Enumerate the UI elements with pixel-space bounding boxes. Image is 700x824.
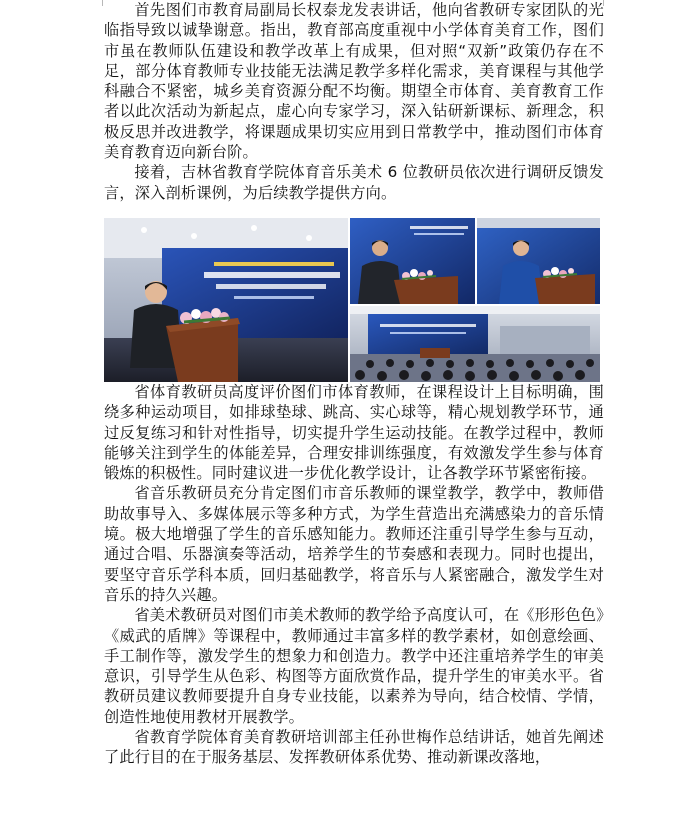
text-block-top [104, 0, 604, 203]
text-block-bottom [104, 382, 604, 768]
paragraph-art-feedback: 省美术教研员对图们市美术教师的教学给予高度认可，在《形形色色》《威武的盾牌》等课程中，教师通过丰富多样的教学素材，如创意绘画、手工制作等，激发学生的想象力和创造力。教学中还注重培养学生的审美意识，引导学生从色彩、构图等方面欣赏作品，提升学生的审美水平。省教研员建议教师要提升自身专业技能，以素养为导向，结合校情、学情，创造性地使用教材开展教学。 [104, 606, 604, 726]
photo-collage [104, 218, 600, 382]
paragraph-music-feedback: 省音乐教研员充分肯定图们市音乐教师的课堂教学，教学中，教师借助故事导入、多媒体展示等多种方式，为学生营造出充满感染力的音乐情境。极大地增强了学生的音乐感知能力。教师还注重引导学生参与互动，通过合唱、乐器演奏等活动，培养学生的节奏感和表现力。同时也提出，要坚守音乐学科本质，回归基础教学，将音乐与人紧密融合，激发学生对音乐的持久兴趣。 [104, 484, 604, 604]
paragraph-summary-speech: 省教育学院体育美育教研培训部主任孙世梅作总结讲话，她首先阐述了此行目的在于服务基层、发挥教研体系优势、推动新课改落地， [104, 728, 604, 767]
speaker-dark-jacket-photo [350, 218, 475, 304]
audience-hall-photo [350, 306, 600, 382]
margin-mark-left [102, 0, 103, 6]
paragraph-pe-feedback: 省体育教研员高度评价图们市体育教师，在课程设计上目标明确，围绕多种运动项目，如排球垫球、跳高、实心球等，精心规划教学环节，通过反复练习和针对性指导，切实提升学生运动技能。在教学过程中，教师能够关注到学生的体能差异，合理安排训练强度，有效激发学生参与体育锻炼的积极性。同时建议进一步优化教学设计，让各教学环节紧密衔接。 [104, 383, 604, 483]
speaker-blue-jacket-photo [477, 218, 600, 304]
paragraph-opening-speech: 首先图们市教育局副局长权泰龙发表讲话，他向省教研专家团队的光临指导致以诚挚谢意。指出，教育部高度重视中小学体育美育工作，图们市虽在教师队伍建设和教学改革上有成果，但对照“双新”政策仍存在不足，部分体育教师专业技能无法满足教学多样化需求，美育课程与其他学科融合不紧密，城乡美育资源分配不均衡。期望全市体育、美育教育工作者以此次活动为新起点，虚心向专家学习，深入钻研新课标、新理念，积极反思并改进教学，将课题成果切实应用到日常教学中，推动图们市体育美育教育迈向新台阶。 [104, 1, 604, 162]
paragraph-feedback-intro: 接着，吉林省教育学院体育音乐美术 6 位教研员依次进行调研反馈发言，深入剖析课例，为后续教学提供方向。 [104, 163, 604, 202]
speaker-at-podium-photo [104, 218, 348, 382]
